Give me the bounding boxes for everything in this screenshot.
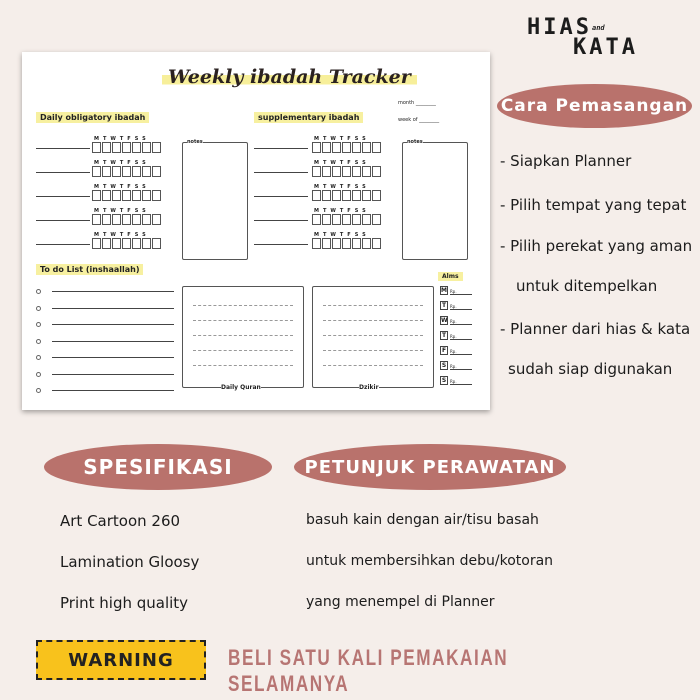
day-checkboxes[interactable] [92,214,161,225]
day-letters: MTWTFSS [94,160,150,166]
logo-line1: HIAS [527,15,592,40]
habit-line[interactable] [36,196,90,197]
warning-badge: WARNING [36,640,206,680]
notes-box: notes [402,142,468,260]
alms-heading: Alms [438,272,463,281]
day-checkboxes[interactable] [92,190,161,201]
habit-line[interactable] [36,244,90,245]
habit-line[interactable] [254,196,308,197]
dotted-line [193,335,293,336]
install-title: Cara Pemasangan [497,84,692,128]
todo-line[interactable] [52,324,174,325]
habit-line[interactable] [254,220,308,221]
day-letters: MTWTFSS [314,184,370,190]
dotted-line [323,320,423,321]
habit-line[interactable] [36,220,90,221]
alms-row[interactable]: S Rp. [440,361,472,370]
todo-line[interactable] [52,341,174,342]
notes-box: notes [182,142,248,260]
tracker-title: Weekly ibadah Tracker [162,66,417,88]
todo-bullet[interactable] [36,289,41,294]
habit-line[interactable] [254,244,308,245]
tracker-preview [22,52,490,410]
install-step: - Pilih tempat yang tepat [500,196,687,214]
day-letters: MTWTFSS [314,136,370,142]
supplementary-heading: supplementary ibadah [254,112,363,123]
dzikir-box: Dzikir [312,286,434,388]
todo-line[interactable] [52,308,174,309]
todo-bullet[interactable] [36,372,41,377]
care-item: untuk membersihkan debu/kotoran [306,553,554,569]
todo-bullet[interactable] [36,355,41,360]
day-checkboxes[interactable] [92,166,161,177]
day-letters: MTWTFSS [314,208,370,214]
alms-row[interactable]: W Rp. [440,316,472,325]
care-item: basuh kain dengan air/tisu basah [306,512,539,528]
day-checkboxes[interactable] [92,238,161,249]
day-letters: MTWTFSS [94,184,150,190]
todo-heading: To do List (inshaallah) [36,264,143,275]
spec-item: Print high quality [60,594,189,612]
day-letters: MTWTFSS [94,208,150,214]
care-title: PETUNJUK PERAWATAN [294,444,566,490]
todo-line[interactable] [52,357,174,358]
install-step: sudah siap digunakan [508,360,673,378]
spec-item: Art Cartoon 260 [60,512,181,530]
alms-row[interactable]: M Rp. [440,286,472,295]
logo-and: and [591,24,605,32]
day-checkboxes[interactable] [312,190,381,201]
dotted-line [193,350,293,351]
day-letters: MTWTFSS [314,160,370,166]
alms-row[interactable]: T Rp. [440,331,472,340]
logo-line2: KATA [573,35,638,60]
day-checkboxes[interactable] [312,214,381,225]
day-letters: MTWTFSS [94,136,150,142]
todo-bullet[interactable] [36,339,41,344]
day-checkboxes[interactable] [92,142,161,153]
todo-line[interactable] [52,374,174,375]
todo-bullet[interactable] [36,388,41,393]
day-checkboxes[interactable] [312,166,381,177]
day-letters: MTWTFSS [94,232,150,238]
install-step: - Pilih perekat yang aman [500,237,693,255]
day-letters: MTWTFSS [314,232,370,238]
dotted-line [323,335,423,336]
todo-line[interactable] [52,291,174,292]
daily-quran-box: Daily Quran [182,286,304,388]
install-step: - Planner dari hias & kata [500,320,691,338]
brand-logo [527,15,638,60]
daily-obligatory-heading: Daily obligatory ibadah [36,112,149,123]
install-step: - Siapkan Planner [500,152,632,170]
dotted-line [193,305,293,306]
todo-bullet[interactable] [36,306,41,311]
dotted-line [323,350,423,351]
dotted-line [193,365,293,366]
todo-bullet[interactable] [36,322,41,327]
dotted-line [323,365,423,366]
habit-line[interactable] [36,172,90,173]
day-checkboxes[interactable] [312,238,381,249]
spec-item: Lamination Gloosy [60,553,200,571]
alms-row[interactable]: T Rp. [440,301,472,310]
habit-line[interactable] [254,172,308,173]
day-checkboxes[interactable] [312,142,381,153]
care-item: yang menempel di Planner [306,594,495,610]
spec-title: SPESIFIKASI [44,444,272,490]
todo-line[interactable] [52,390,174,391]
alms-row[interactable]: S Rp. [440,376,472,385]
alms-row[interactable]: F Rp. [440,346,472,355]
dotted-line [193,320,293,321]
habit-line[interactable] [254,148,308,149]
habit-line[interactable] [36,148,90,149]
install-step: untuk ditempelkan [516,277,658,295]
month-label: month ________ [398,100,436,106]
dotted-line [323,305,423,306]
week-label: week of ________ [398,117,440,123]
warning-slogan: BELI SATU KALI PEMAKAIAN SELAMANYA [228,645,509,696]
